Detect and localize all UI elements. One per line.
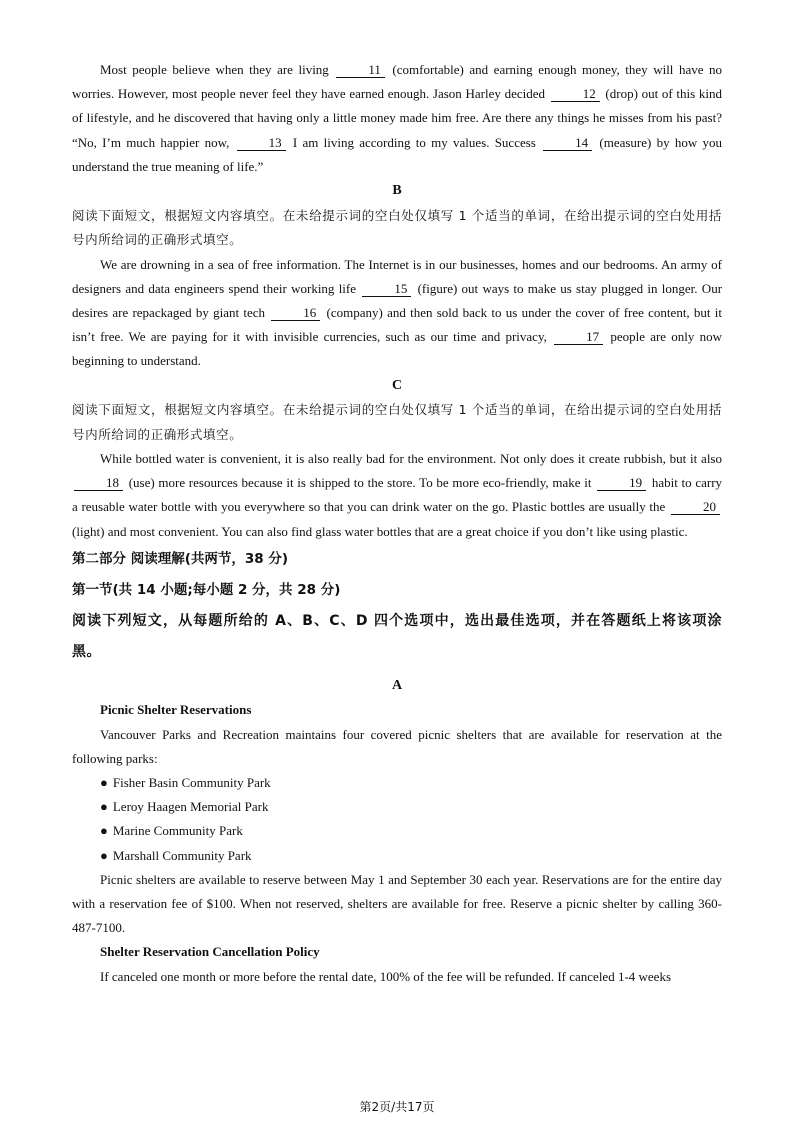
park-list — [72, 771, 722, 868]
text: I am living according to my values. Success — [292, 134, 536, 150]
park-name: Marshall Community Park — [112, 847, 252, 863]
page-number: 第2页/共17页 — [359, 1100, 435, 1114]
part-two-title: 第二部分 阅读理解(共两节，38 分) — [72, 550, 289, 567]
blank-11[interactable]: 11 — [336, 63, 385, 78]
park-name: Leroy Haagen Memorial Park — [112, 799, 269, 815]
text: people are only now beginning to understand. — [72, 329, 723, 369]
list-item — [72, 795, 722, 819]
text: habit to carry a reusable water bottle with you everywhere so that you can drink water on the go. Plastic bottles are usually the — [72, 475, 723, 515]
document-page — [72, 58, 722, 989]
passage-paragraph-c — [72, 447, 722, 544]
blank-16[interactable]: 16 — [271, 306, 320, 321]
blank-18[interactable]: 18 — [74, 476, 123, 491]
blank-20[interactable]: 20 — [671, 500, 720, 515]
blank-17[interactable]: 17 — [554, 330, 603, 345]
reading-instruction: 阅读下列短文，从每题所给的 A、B、C、D 四个选项中，选出最佳选项，并在答题纸上将该项涂黑。 — [72, 612, 722, 660]
reading-a-title: Picnic Shelter Reservations — [100, 702, 252, 718]
list-item — [72, 844, 722, 868]
section-c-instruction: 阅读下面短文，根据短文内容填空。在未给提示词的空白处仅填写 1 个适当的单词，在给出提示词的空白处用括号内所给词的正确形式填空。 — [72, 402, 722, 442]
section-heading-b: B — [392, 183, 402, 199]
blank-13[interactable]: 13 — [237, 136, 286, 151]
passage-paragraph-b — [72, 253, 722, 374]
reading-heading-a: A — [391, 677, 403, 693]
section-b-instruction: 阅读下面短文，根据短文内容填空。在未给提示词的空白处仅填写 1 个适当的单词，在给出提示词的空白处用括号内所给词的正确形式填空。 — [72, 207, 722, 248]
blank-14[interactable]: 14 — [543, 136, 592, 151]
bullet-icon: ● — [100, 799, 108, 815]
text: (measure) by how you understand the true meaning of life.” — [72, 134, 723, 174]
text: (use) more resources because it is shipped to the store. To be more eco-friendly, make it — [128, 475, 592, 491]
list-item — [72, 819, 722, 843]
text: Most people believe when they are living — [100, 62, 329, 77]
list-item — [72, 771, 722, 795]
section-heading-c: C — [391, 377, 403, 393]
policy-paragraph: If canceled one month or more before the rental date, 100% of the fee will be refunded. If canceled 1-4 weeks — [100, 968, 672, 984]
blank-19[interactable]: 19 — [597, 476, 646, 491]
reading-a-intro: Vancouver Parks and Recreation maintains four covered picnic shelters that are available for reservation at the following parks: — [72, 726, 722, 766]
park-name: Fisher Basin Community Park — [112, 774, 271, 790]
text: We are drowning in a sea of free information. The Internet is in our businesses, homes and our bedrooms. An army of designers and data engineers spend their working life — [72, 256, 722, 296]
reading-a-paragraph: Picnic shelters are available to reserve between May 1 and September 30 each year. Reservations are for the entire day with a reservation fee of $100. When not reserved, shelters are available for free. Reserve a picnic shelter by calling 360-487-7100. — [72, 871, 722, 936]
section-one-title: 第一节(共 14 小题;每小题 2 分，共 28 分) — [72, 581, 341, 598]
passage-paragraph — [72, 58, 722, 179]
bullet-icon: ● — [100, 774, 108, 790]
policy-title: Shelter Reservation Cancellation Policy — [100, 944, 320, 960]
text: (drop) out of this kind of lifestyle, and he discovered that having only a little money made him free. Are there any things he misses from his past? “No, I’m much happier now, — [72, 86, 723, 150]
blank-12[interactable]: 12 — [551, 87, 600, 102]
text: (light) and most convenient. You can also find glass water bottles that are a great choice if you don’t like using plastic. — [72, 523, 688, 539]
text: (company) and then sold back to us under the cover of free content, but it isn’t free. We are paying for it with invisible currencies, such as our time and privacy, — [72, 304, 723, 345]
bullet-icon: ● — [100, 847, 108, 863]
text: (comfortable) and earning enough money, they will have no worries. However, most people never feel they have earned enough. Jason Harley decided — [72, 62, 723, 102]
park-name: Marine Community Park — [112, 823, 243, 839]
bullet-icon: ● — [100, 823, 108, 839]
text: While bottled water is convenient, it is also really bad for the environment. Not only does it create rubbish, but it also — [100, 451, 722, 467]
text: (figure) out ways to make us stay plugged in longer. Our desires are repackaged by giant tech — [72, 280, 723, 320]
blank-15[interactable]: 15 — [362, 282, 411, 297]
